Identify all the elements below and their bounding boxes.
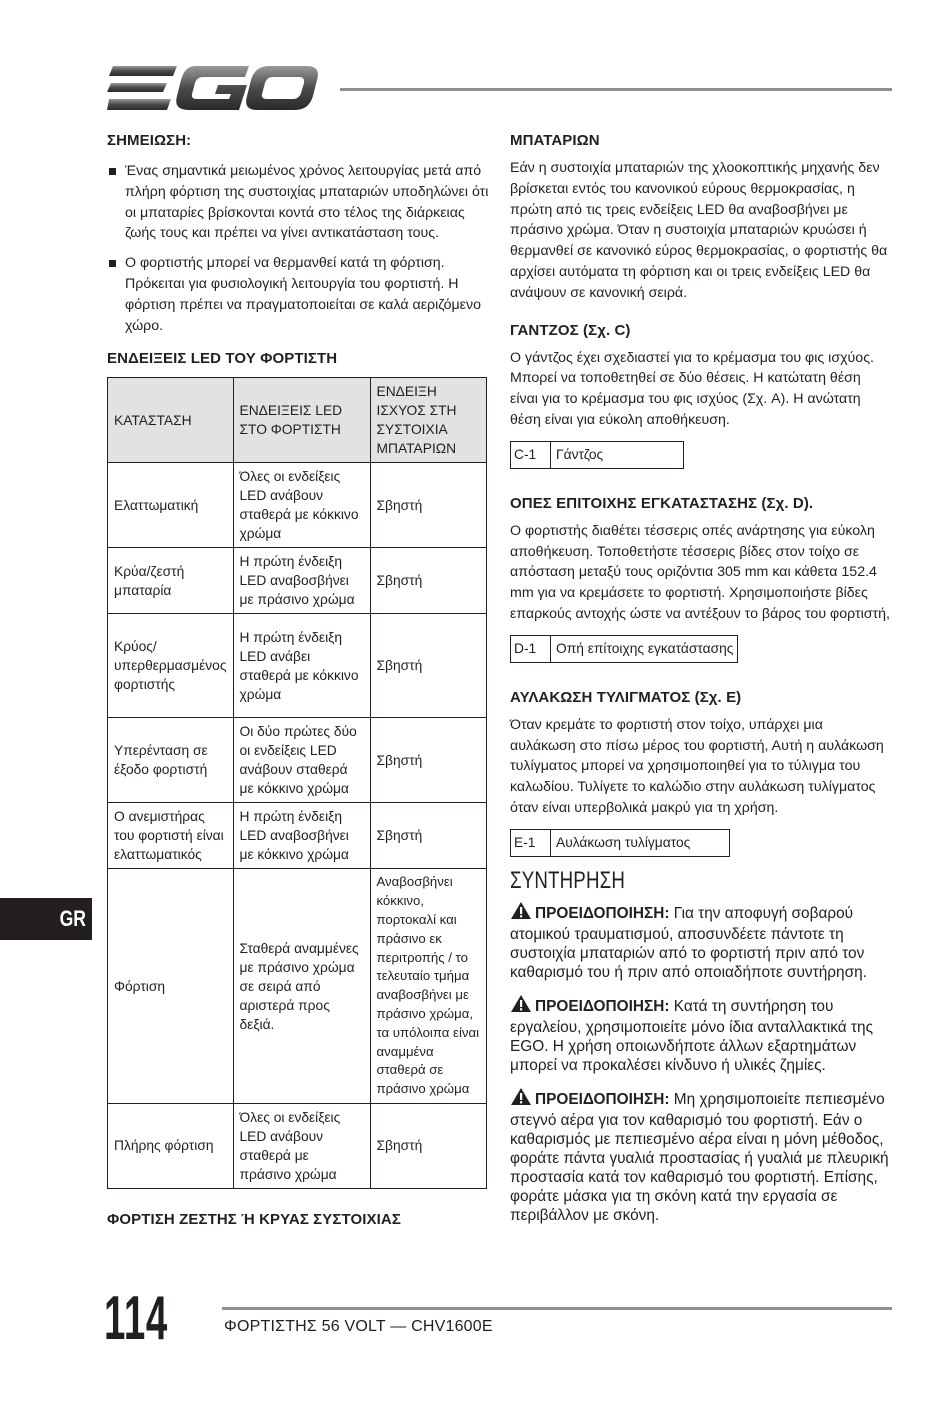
figure-label: Γάντζος bbox=[556, 447, 604, 463]
bullet-square-icon bbox=[109, 260, 116, 267]
warning-block bbox=[510, 1087, 892, 1225]
table-row bbox=[108, 869, 487, 1104]
battery-title: ΜΠΑΤΑΡΙΩΝ bbox=[510, 132, 600, 149]
warning-text: Κατά τη συντήρηση του εργαλείου, χρησιμοποιείτε μόνο ίδια ανταλλακτικά της EGO. Η χρήση οποιωνδήποτε άλλων εξαρτημάτων μπορεί να προκαλέσει κίνδυνο ή υλικές ζημίες. bbox=[510, 997, 873, 1074]
list-item bbox=[107, 253, 489, 336]
column-header: ΕΝΔΕΙΞΕΙΣ LED ΣΤΟ ΦΟΡΤΙΣΤΗ bbox=[233, 378, 370, 463]
language-code: GR bbox=[59, 906, 86, 931]
footer-title: ΦΟΡΤΙΣΤΗΣ 56 VOLT — CHV1600E bbox=[224, 1318, 493, 1335]
table-cell: Η πρώτη ένδειξη LED αναβοσβήνει με κόκκινο χρώμα bbox=[233, 803, 370, 869]
table-row bbox=[108, 803, 487, 869]
warning-label: ΠΡΟΕΙΔΟΠΟΙΗΣΗ: bbox=[535, 904, 670, 922]
warning-block bbox=[510, 994, 892, 1075]
table-cell: Ο ανεμιστήρας του φορτιστή είναι ελαττωματικός bbox=[108, 803, 234, 869]
wall-mount-paragraph: Ο φορτιστής διαθέτει τέσσερις οπές ανάρτησης για εύκολη αποθήκευση. Τοποθετήστε τέσσερις βίδες στον τοίχο σε απόσταση μεταξύ τους οριζόντια 305 mm και κάθετα 152.4 mm για να κρεμάσετε το φορτιστή. Χρησιμοποιήστε βίδες επαρκούς αντοχής ώστε να αντέξουν το βάρος του φορτιστή, bbox=[510, 522, 890, 622]
cord-wrap-title: ΑΥΛΑΚΩΣΗ ΤΥΛΙΓΜΑΤΟΣ (Σχ. E) bbox=[510, 688, 742, 706]
header-rule bbox=[340, 88, 892, 91]
page-number: 114 bbox=[104, 1284, 168, 1353]
table-cell: Η πρώτη ένδειξη LED ανάβει σταθερά με κόκκινο χρώμα bbox=[233, 614, 370, 718]
footer-rule bbox=[222, 1307, 892, 1310]
table-cell: Ελαττωματική bbox=[108, 463, 234, 548]
maintenance-title: ΣΥΝΤΗΡΗΣΗ bbox=[510, 866, 626, 894]
table-cell: Πλήρης φόρτιση bbox=[108, 1103, 234, 1188]
figure-code: D-1 bbox=[511, 636, 551, 662]
wall-mount-reference-box bbox=[510, 635, 738, 663]
cord-wrap-reference-box bbox=[510, 829, 730, 857]
figure-label: Αυλάκωση τυλίγματος bbox=[556, 835, 691, 851]
warning-label: ΠΡΟΕΙΔΟΠΟΙΗΣΗ: bbox=[535, 1090, 670, 1108]
bullet-text: Ένας σημαντικά μειωμένος χρόνος λειτουργίας μετά από πλήρη φόρτιση της συστοιχίας μπαταριών υποδηλώνει ότι οι μπαταρίες βρίσκονται κοντά στο τέλος της διάρκειας ζωής τους και πρέπει να γίνει αντικατάσταση τους. bbox=[125, 163, 489, 242]
left-column bbox=[107, 132, 489, 1234]
table-row bbox=[108, 718, 487, 803]
table-cell: Σβηστή bbox=[370, 718, 487, 803]
table-cell: Οι δύο πρώτες δύο οι ενδείξεις LED ανάβουν σταθερά με κόκκινο χρώμα bbox=[233, 718, 370, 803]
warning-label: ΠΡΟΕΙΔΟΠΟΙΗΣΗ: bbox=[535, 997, 670, 1015]
warning-text: Για την αποφυγή σοβαρού ατομικού τραυματισμού, αποσυνδέετε πάντοτε τη συστοιχία μπαταριών από το φορτιστή πριν από τον καθαρισμό του ή πριν από οποιαδήποτε συντήρηση. bbox=[510, 904, 867, 981]
warning-triangle-icon bbox=[510, 901, 532, 925]
bullet-text: Ο φορτιστής μπορεί να θερμανθεί κατά τη φόρτιση. Πρόκειται για φυσιολογική λειτουργία του φορτιστή. Η φόρτιση πρέπει να πραγματοποιείται σε καλά αεριζόμενο χώρο. bbox=[125, 255, 481, 334]
table-cell: Σβηστή bbox=[370, 614, 487, 718]
table-row bbox=[108, 548, 487, 614]
warning-text: Μη χρησιμοποιείτε πεπιεσμένο στεγνό αέρα για τον καθαρισμό του φορτιστή. Εάν ο καθαρισμός με πεπιεσμένο αέρα είναι η μόνη μέθοδος, φοράτε πάντα γυαλιά προστασίας ή γυαλιά με πλευρική προστασία κατά τον καθαρισμό του φορτιστή. Επίσης, φοράτε μάσκα για τη σκόνη κατά την εργασία σε περιβάλλον με σκόνη. bbox=[510, 1090, 889, 1224]
table-cell: Όλες οι ενδείξεις LED ανάβουν σταθερά με κόκκινο χρώμα bbox=[233, 463, 370, 548]
hook-reference-box bbox=[510, 441, 684, 469]
figure-code: C-1 bbox=[511, 442, 551, 468]
hook-paragraph: Ο γάντζος έχει σχεδιαστεί για το κρέμασμα του φις ισχύος. Μπορεί να τοποθετηθεί σε δύο θέσεις. Η κατώτατη θέση είναι για το κρέμασμα του φις ισχύος (Σχ. A). Η ανώτατη θέση είναι για εύκολη αποθήκευση. bbox=[510, 349, 874, 428]
table-cell: Σταθερά αναμμένες με πράσινο χρώμα σε σειρά από αριστερά προς δεξιά. bbox=[233, 869, 370, 1104]
warning-triangle-icon bbox=[510, 994, 532, 1018]
hook-title: ΓΑΝΤΖΟΣ (Σχ. C) bbox=[510, 321, 631, 339]
note-list bbox=[107, 161, 489, 336]
language-tab bbox=[0, 898, 92, 940]
table-cell: Κρύα/ζεστή μπαταρία bbox=[108, 548, 234, 614]
wall-mount-title: ΟΠΕΣ ΕΠΙΤΟΙΧΗΣ ΕΓΚΑΤΑΣΤΑΣΗΣ (Σχ. D). bbox=[510, 494, 814, 512]
table-cell: Σβηστή bbox=[370, 803, 487, 869]
ego-logo bbox=[107, 64, 319, 112]
hot-cold-title: ΦΟΡΤΙΣΗ ΖΕΣΤΗΣ Ή ΚΡΥΑΣ ΣΥΣΤΟΙΧΙΑΣ bbox=[107, 1210, 401, 1228]
table-row bbox=[108, 463, 487, 548]
table-cell: Σβηστή bbox=[370, 548, 487, 614]
table-cell: Η πρώτη ένδειξη LED αναβοσβήνει με πράσινο χρώμα bbox=[233, 548, 370, 614]
warning-block bbox=[510, 901, 892, 982]
table-cell: Αναβοσβήνει κόκκινο, πορτοκαλί και πράσινο εκ περιτροπής / το τελευταίο τμήμα αναβοσβήνει με πράσινο χρώμα, τα υπόλοιπα είναι αναμμένα σταθερά σε πράσινο χρώμα bbox=[370, 869, 487, 1104]
battery-paragraph: Εάν η συστοιχία μπαταριών της χλοοκοπτικής μηχανής δεν βρίσκεται εντός του κανονικού εύρους θερμοκρασίας, η πρώτη από τις τρεις ενδείξεις LED θα αναβοσβήνει με πράσινο χρώμα. Όταν η συστοιχία μπαταριών κρυώσει ή θερμανθεί σε κανονικό εύρος θερμοκρασίας, ο φορτιστής θα αρχίσει αυτόματα τη φόρτιση και οι τρεις ενδείξεις LED θα ανάψουν σε κανονική σειρά. bbox=[510, 160, 888, 301]
warning-triangle-icon bbox=[510, 1087, 532, 1111]
led-indicator-table bbox=[107, 377, 487, 1189]
table-cell: Σβηστή bbox=[370, 463, 487, 548]
table-header-row bbox=[108, 378, 487, 463]
table-cell: Φόρτιση bbox=[108, 869, 234, 1104]
table-cell: Κρύος/ υπερθερμασμένος φορτιστής bbox=[108, 614, 234, 718]
bullet-square-icon bbox=[109, 168, 116, 175]
table-cell: Σβηστή bbox=[370, 1103, 487, 1188]
led-table-title: ΕΝΔΕΙΞΕΙΣ LED ΤΟΥ ΦΟΡΤΙΣΤΗ bbox=[107, 350, 338, 368]
figure-code: E-1 bbox=[511, 830, 551, 856]
table-row bbox=[108, 1103, 487, 1188]
figure-label: Οπή επίτοιχης εγκατάστασης bbox=[556, 641, 734, 657]
note-title: ΣΗΜΕΙΩΣΗ: bbox=[107, 132, 192, 149]
table-cell: Υπερένταση σε έξοδο φορτιστή bbox=[108, 718, 234, 803]
list-item bbox=[107, 161, 489, 244]
cord-wrap-paragraph: Όταν κρεμάτε το φορτιστή στον τοίχο, υπάρχει μια αυλάκωση στο πίσω μέρος του φορτιστή, Αυτή η αυλάκωση τυλίγματος μπορεί να χρησιμοποιηθεί για το τύλιγμα του καλωδίου. Τυλίγετε το καλώδιο στην αυλάκωση τυλίγματος όταν είναι υπερβολικά μακρύ για τη χρήση. bbox=[510, 716, 884, 816]
table-row bbox=[108, 614, 487, 718]
column-header: ΕΝΔΕΙΞΗ ΙΣΧΥΟΣ ΣΤΗ ΣΥΣΤΟΙΧΙΑ ΜΠΑΤΑΡΙΩΝ bbox=[370, 378, 487, 463]
table-cell: Όλες οι ενδείξεις LED ανάβουν σταθερά με πράσινο χρώμα bbox=[233, 1103, 370, 1188]
right-column bbox=[510, 132, 892, 1237]
column-header: ΚΑΤΑΣΤΑΣΗ bbox=[108, 378, 234, 463]
